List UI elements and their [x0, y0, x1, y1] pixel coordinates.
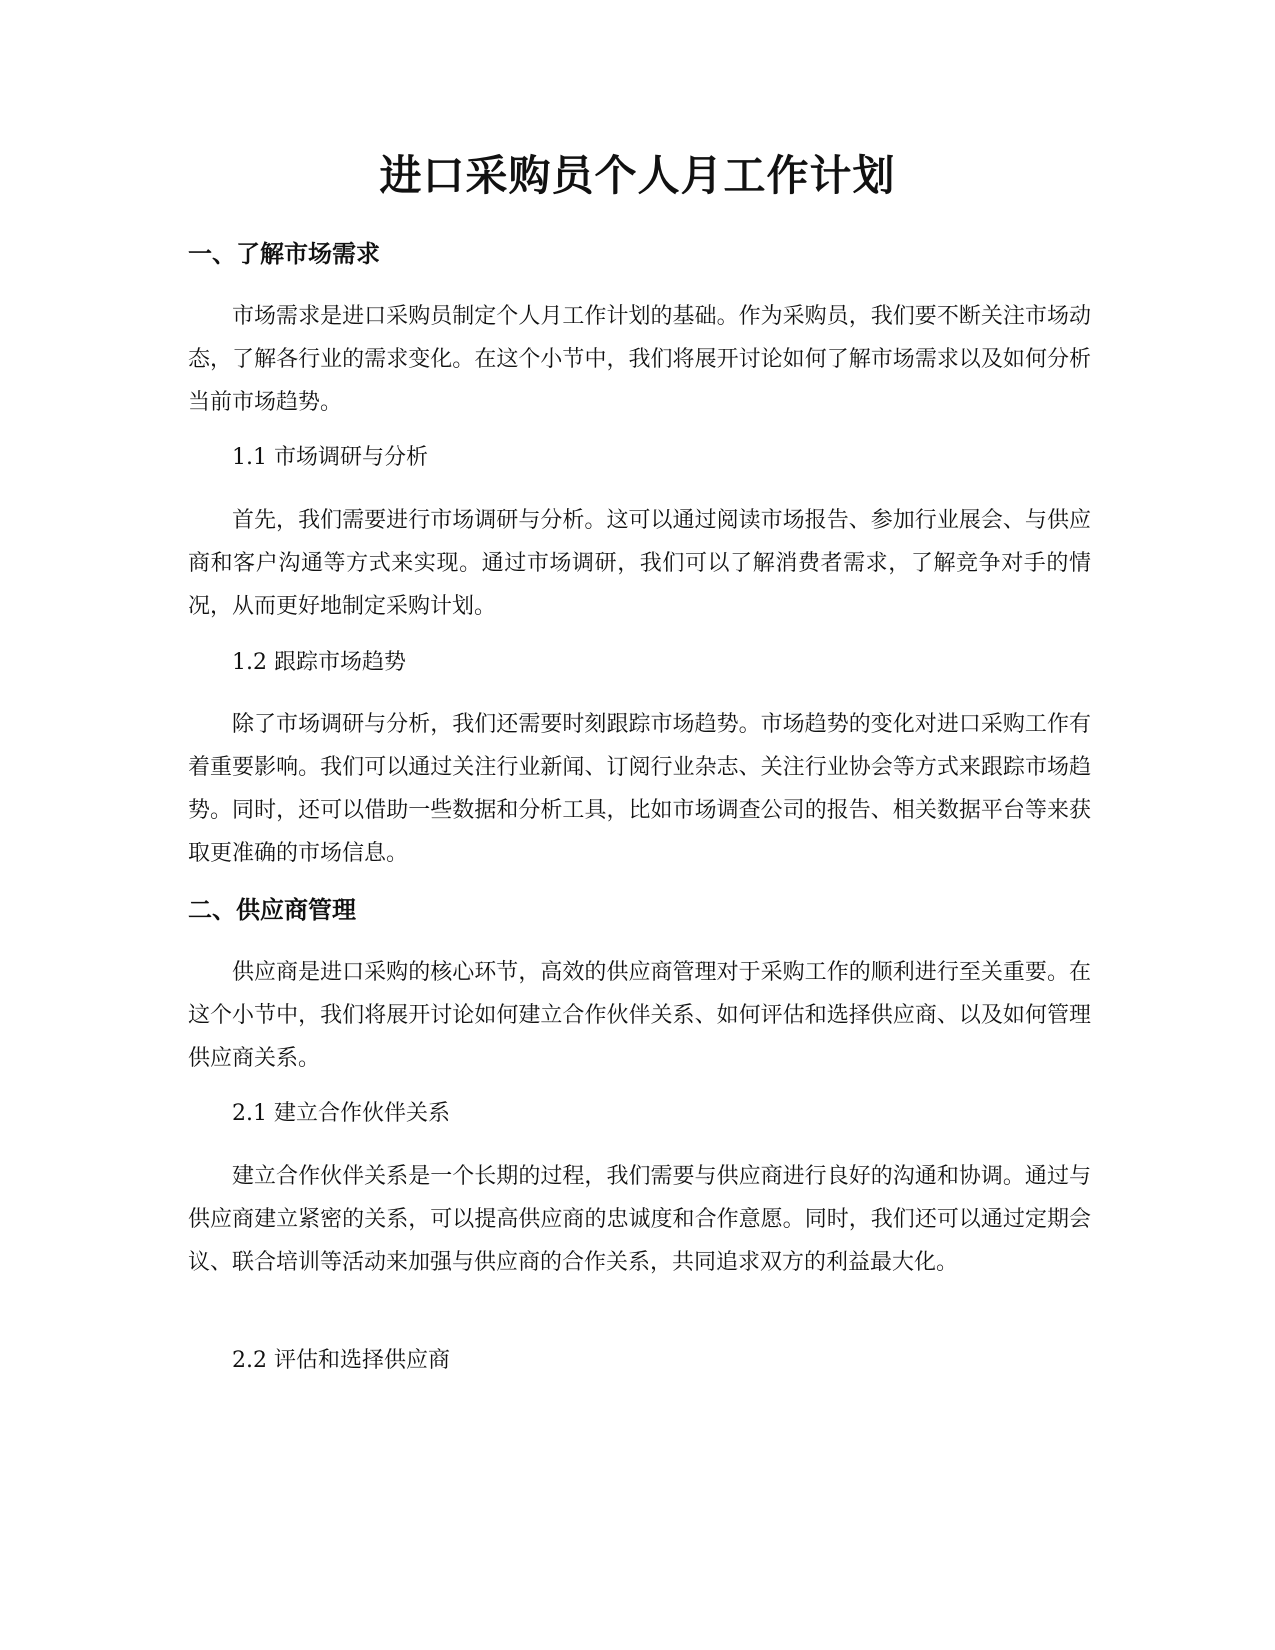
section-1-intro: 市场需求是进口采购员制定个人月工作计划的基础。作为采购员，我们要不断关注市场动态，了解各行业的需求变化。在这个小节中，我们将展开讨论如何了解市场需求以及如何分析当前市场趋势。 — [188, 304, 1091, 415]
section-heading-2: 二、供应商管理 — [188, 896, 356, 924]
subsection-heading-1-2: 1.2 跟踪市场趋势 — [232, 650, 406, 675]
section-2-intro: 供应商是进口采购的核心环节，高效的供应商管理对于采购工作的顺利进行至关重要。在这个小节中，我们将展开讨论如何建立合作伙伴关系、如何评估和选择供应商、以及如何管理供应商关系。 — [188, 960, 1091, 1071]
subsection-2-1-body: 建立合作伙伴关系是一个长期的过程，我们需要与供应商进行良好的沟通和协调。通过与供应商建立紧密的关系，可以提高供应商的忠诚度和合作意愿。同时，我们还可以通过定期会议、联合培训等活动来加强与供应商的合作关系，共同追求双方的利益最大化。 — [188, 1164, 1091, 1275]
document-title: 进口采购员个人月工作计划 — [379, 151, 896, 200]
subsection-1-2-body: 除了市场调研与分析，我们还需要时刻跟踪市场趋势。市场趋势的变化对进口采购工作有着重要影响。我们可以通过关注行业新闻、订阅行业杂志、关注行业协会等方式来跟踪市场趋势。同时，还可以借助一些数据和分析工具，比如市场调查公司的报告、相关数据平台等来获取更准确的市场信息。 — [188, 712, 1091, 866]
subsection-1-1-body: 首先，我们需要进行市场调研与分析。这可以通过阅读市场报告、参加行业展会、与供应商和客户沟通等方式来实现。通过市场调研，我们可以了解消费者需求，了解竞争对手的情况，从而更好地制定采购计划。 — [188, 508, 1091, 619]
subsection-heading-2-2: 2.2 评估和选择供应商 — [232, 1348, 450, 1373]
subsection-heading-1-1: 1.1 市场调研与分析 — [232, 445, 428, 470]
subsection-heading-2-1: 2.1 建立合作伙伴关系 — [232, 1101, 450, 1126]
section-heading-1: 一、了解市场需求 — [188, 240, 380, 268]
